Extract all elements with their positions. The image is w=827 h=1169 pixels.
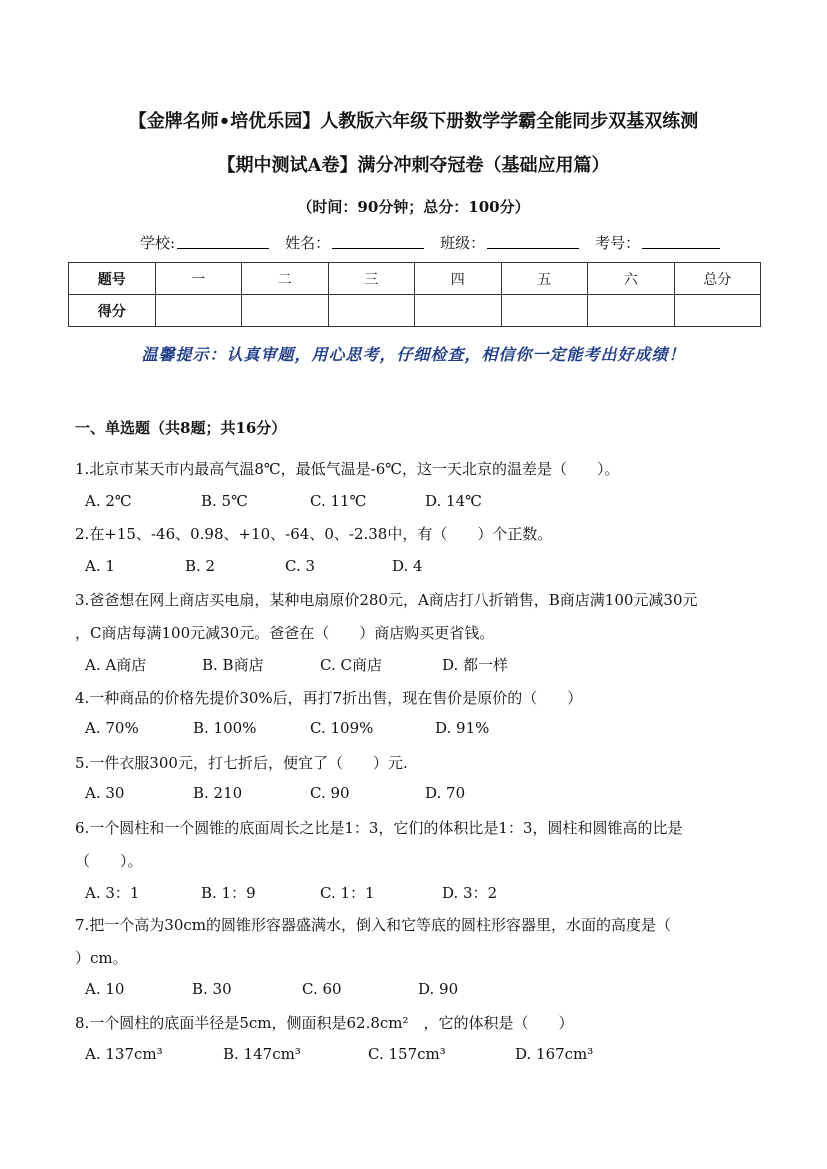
score-cell[interactable] xyxy=(155,295,242,327)
question-4-text: 4.一种商品的价格先提价30%后，再打7折出售，现在售价是原价的（ ） xyxy=(75,689,583,707)
option-b[interactable]: B. 147cm³ xyxy=(223,1045,301,1063)
option-b[interactable]: B. 1：9 xyxy=(201,884,256,902)
option-a[interactable]: A. 10 xyxy=(85,980,125,998)
option-d[interactable]: D. 都一样 xyxy=(442,656,509,674)
score-table-header-cell: 六 xyxy=(588,263,675,295)
option-b[interactable]: B. 100% xyxy=(193,719,257,737)
option-b[interactable]: B. 30 xyxy=(192,980,232,998)
score-table-header-cell: 二 xyxy=(242,263,329,295)
student-info-row xyxy=(140,232,736,253)
option-c[interactable]: C. 109% xyxy=(310,719,374,737)
exam-number-label: 考号： xyxy=(595,234,641,252)
option-b[interactable]: B. B商店 xyxy=(202,656,264,674)
option-a[interactable]: A. 30 xyxy=(85,784,125,802)
option-b[interactable]: B. 2 xyxy=(185,557,216,575)
time-score-note: （时间：90分钟；总分：100分） xyxy=(297,198,530,216)
option-b[interactable]: B. 210 xyxy=(193,784,243,802)
question-3-text-cont: ，C商店每满100元减30元。爸爸在（ ）商店购买更省钱。 xyxy=(75,624,495,642)
score-table-header-cell: 三 xyxy=(328,263,415,295)
score-cell[interactable] xyxy=(415,295,502,327)
class-label: 班级： xyxy=(440,234,486,252)
option-d[interactable]: D. 4 xyxy=(392,557,423,575)
option-a[interactable]: A. A商店 xyxy=(85,656,147,674)
option-a[interactable]: A. 3：1 xyxy=(85,884,140,902)
score-row-label: 得分 xyxy=(69,295,156,327)
score-cell[interactable] xyxy=(328,295,415,327)
section-title: 一、单选题（共8题；共16分） xyxy=(75,419,287,437)
score-table-header-cell: 四 xyxy=(415,263,502,295)
score-table-header-cell: 一 xyxy=(155,263,242,295)
option-d[interactable]: D. 70 xyxy=(425,784,466,802)
question-6-text-cont: （ ）。 xyxy=(75,852,143,870)
option-c[interactable]: C. 90 xyxy=(310,784,350,802)
school-label: 学校: xyxy=(140,234,176,252)
option-a[interactable]: A. 137cm³ xyxy=(85,1045,163,1063)
score-table-header-row xyxy=(69,263,761,295)
score-cell[interactable] xyxy=(674,295,761,327)
option-c[interactable]: C. 1：1 xyxy=(320,884,375,902)
option-d[interactable]: D. 14℃ xyxy=(425,492,482,510)
score-table xyxy=(68,262,761,327)
question-7-text: 7.把一个高为30cm的圆锥形容器盛满水，倒入和它等底的圆柱形容器里，水面的高度是（ xyxy=(75,916,672,934)
option-a[interactable]: A. 70% xyxy=(85,719,139,737)
document-subtitle: 【期中测试A卷】满分冲刺夺冠卷（基础应用篇） xyxy=(217,155,610,176)
class-blank[interactable] xyxy=(487,232,579,249)
school-blank[interactable] xyxy=(177,232,269,249)
option-d[interactable]: D. 91% xyxy=(435,719,490,737)
score-table-header-cell: 题号 xyxy=(69,263,156,295)
encouragement-tip: 温馨提示：认真审题，用心思考，仔细检查，相信你一定能考出好成绩！ xyxy=(141,345,686,364)
option-a[interactable]: A. 2℃ xyxy=(85,492,132,510)
option-d[interactable]: D. 3：2 xyxy=(442,884,498,902)
question-6-text: 6.一个圆柱和一个圆锥的底面周长之比是1：3，它们的体积比是1：3，圆柱和圆锥高的比是 xyxy=(75,819,683,837)
question-2-text: 2.在+15、-46、0.98、+10、-64、0、-2.38中，有（ ）个正数。 xyxy=(75,525,553,543)
question-3-text: 3.爸爸想在网上商店买电扇，某种电扇原价280元，A商店打八折销售，B商店满100元减30元 xyxy=(75,591,698,609)
document-title: 【金牌名师•培优乐园】人教版六年级下册数学学霸全能同步双基双练测 xyxy=(128,111,699,132)
option-d[interactable]: D. 167cm³ xyxy=(515,1045,594,1063)
option-c[interactable]: C. 157cm³ xyxy=(368,1045,446,1063)
question-1-text: 1.北京市某天市内最高气温8℃，最低气温是-6℃，这一天北京的温差是（ ）。 xyxy=(75,460,620,478)
score-table-header-cell: 总分 xyxy=(674,263,761,295)
score-cell[interactable] xyxy=(588,295,675,327)
score-table-score-row xyxy=(69,295,761,327)
option-a[interactable]: A. 1 xyxy=(85,557,115,575)
name-label: 姓名： xyxy=(285,234,331,252)
option-c[interactable]: C. 60 xyxy=(302,980,342,998)
option-b[interactable]: B. 5℃ xyxy=(201,492,248,510)
question-8-text: 8.一个圆柱的底面半径是5cm，侧面积是62.8cm² ，它的体积是（ ） xyxy=(75,1014,574,1032)
question-7-text-cont: ）cm。 xyxy=(75,949,128,967)
score-cell[interactable] xyxy=(501,295,588,327)
exam-number-blank[interactable] xyxy=(642,232,720,249)
option-c[interactable]: C. 3 xyxy=(285,557,316,575)
option-d[interactable]: D. 90 xyxy=(418,980,459,998)
score-table-header-cell: 五 xyxy=(501,263,588,295)
score-cell[interactable] xyxy=(242,295,329,327)
name-blank[interactable] xyxy=(332,232,424,249)
question-5-text: 5.一件衣服300元，打七折后，便宜了（ ）元. xyxy=(75,754,408,772)
option-c[interactable]: C. 11℃ xyxy=(310,492,367,510)
option-c[interactable]: C. C商店 xyxy=(320,656,382,674)
